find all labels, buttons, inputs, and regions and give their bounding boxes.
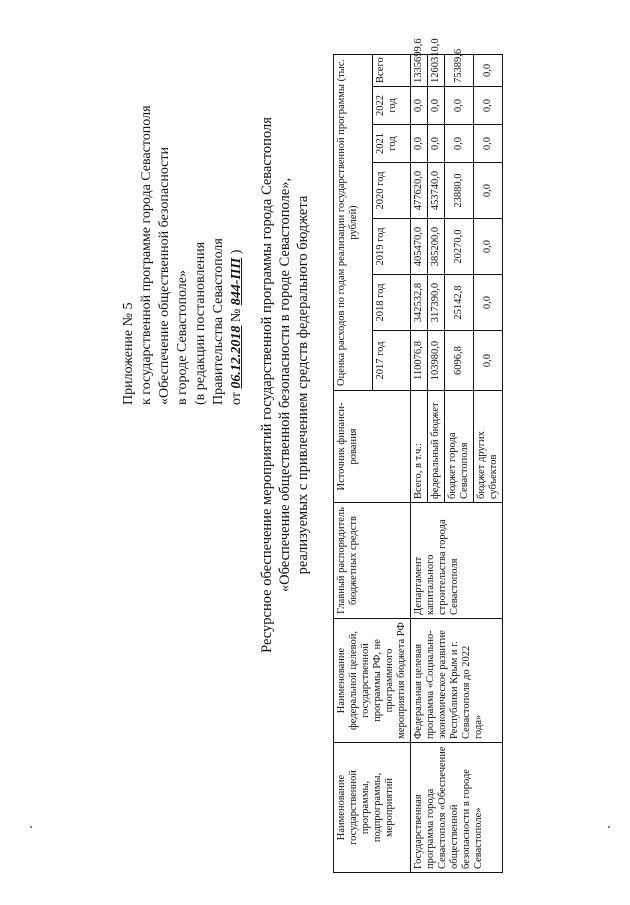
scan-speck <box>30 826 32 828</box>
document-title <box>258 55 312 715</box>
year-header: 2021 год <box>372 125 411 163</box>
appendix-line: в городе Севастополе» <box>175 270 190 405</box>
source-cell: Всего, в т.ч.: <box>411 391 428 503</box>
year-header: 2022 год <box>372 87 411 125</box>
total-cell: 75389,6 <box>445 54 474 86</box>
value-cell: 385200,0 <box>428 219 445 275</box>
source-cell: бюджет города Севастополя <box>445 391 474 503</box>
total-header: Всего <box>372 54 411 86</box>
value-cell: 20270,0 <box>445 219 474 275</box>
resource-table <box>333 38 503 873</box>
value-cell: 453740,0 <box>428 163 445 219</box>
header-manager: Главный распорядитель бюджетных средств <box>334 503 411 619</box>
header-program: Наименование государственной программы, подпрограммы, мероприятий <box>334 743 411 873</box>
appendix-date-line <box>228 5 246 405</box>
handwritten-date: 06.12.2018 <box>229 325 244 389</box>
header-estimate: Оценка расходов по годам реализации государственной программы (тыс. рублей) <box>334 54 373 390</box>
table-row <box>411 54 428 872</box>
value-cell: 317390,0 <box>428 275 445 331</box>
handwritten-number: 844-ПП <box>229 257 244 306</box>
appendix-line: Приложение № 5 <box>121 302 136 405</box>
total-cell: 1335699,6 <box>411 54 428 86</box>
value-cell: 0,0 <box>445 87 474 125</box>
year-header: 2020 год <box>372 163 411 219</box>
date-prefix: от <box>229 392 244 405</box>
value-cell: 25142,8 <box>445 275 474 331</box>
total-cell: 1260310,0 <box>428 54 445 86</box>
value-cell: 342532,8 <box>411 275 428 331</box>
title-line: «Обеспечение общественной безопасности в городе Севастополе», <box>277 177 293 593</box>
year-header: 2018 год <box>372 275 411 331</box>
value-cell: 0,0 <box>445 125 474 163</box>
program-name: Государственная программа города Севастополя «Обеспечение общественной безопасности в городе Севастополе» <box>411 743 503 873</box>
appendix-line: «Обеспечение общественной безопасности <box>157 146 172 405</box>
year-header: 2017 год <box>372 331 411 391</box>
value-cell: 0,0 <box>474 219 503 275</box>
total-cell: 0,0 <box>474 54 503 86</box>
value-cell: 103980,0 <box>428 331 445 391</box>
value-cell: 477620,0 <box>411 163 428 219</box>
appendix-line: (в редакции постановления <box>193 241 208 405</box>
value-cell: 110076,8 <box>411 331 428 391</box>
value-cell: 0,0 <box>474 87 503 125</box>
value-cell: 0,0 <box>411 87 428 125</box>
value-cell: 0,0 <box>474 275 503 331</box>
value-cell: 0,0 <box>474 331 503 391</box>
appendix-line: Правительства Севастополя <box>211 238 226 405</box>
value-cell: 6096,8 <box>445 331 474 391</box>
value-cell: 0,0 <box>428 125 445 163</box>
header-row <box>334 54 373 872</box>
value-cell: 0,0 <box>474 125 503 163</box>
manager-name: Департамент капитального строительства города Севастополя <box>411 503 503 619</box>
closing-bracket: ) <box>229 249 244 255</box>
source-cell: федеральный бюджет <box>428 391 445 503</box>
appendix-note <box>120 5 246 405</box>
appendix-line: к государственной программе города Севастополя <box>139 105 154 405</box>
title-line: реализуемых с привлечением средств федерального бюджета <box>295 195 311 575</box>
title-line: Ресурсное обеспечение мероприятий государственной программы города Севастополя <box>259 117 275 653</box>
year-header: 2019 год <box>372 219 411 275</box>
number-prefix: № <box>229 308 244 323</box>
value-cell: 0,0 <box>411 125 428 163</box>
value-cell: 405470,0 <box>411 219 428 275</box>
value-cell: 23880,0 <box>445 163 474 219</box>
source-cell: бюджет других субъектов <box>474 391 503 503</box>
value-cell: 0,0 <box>474 163 503 219</box>
header-source: Источник финанси-рования <box>334 391 411 503</box>
value-cell: 0,0 <box>428 87 445 125</box>
federal-program-name: Федеральная целевая программа «Социально-экономическое развитие Республики Крым и г. Севастополя до 2022 года» <box>411 619 503 743</box>
scan-speck <box>608 826 610 828</box>
header-federal-program: Наименование федеральной целевой, государственной программы РФ, не программного мероприятия бюджета РФ <box>334 619 411 743</box>
